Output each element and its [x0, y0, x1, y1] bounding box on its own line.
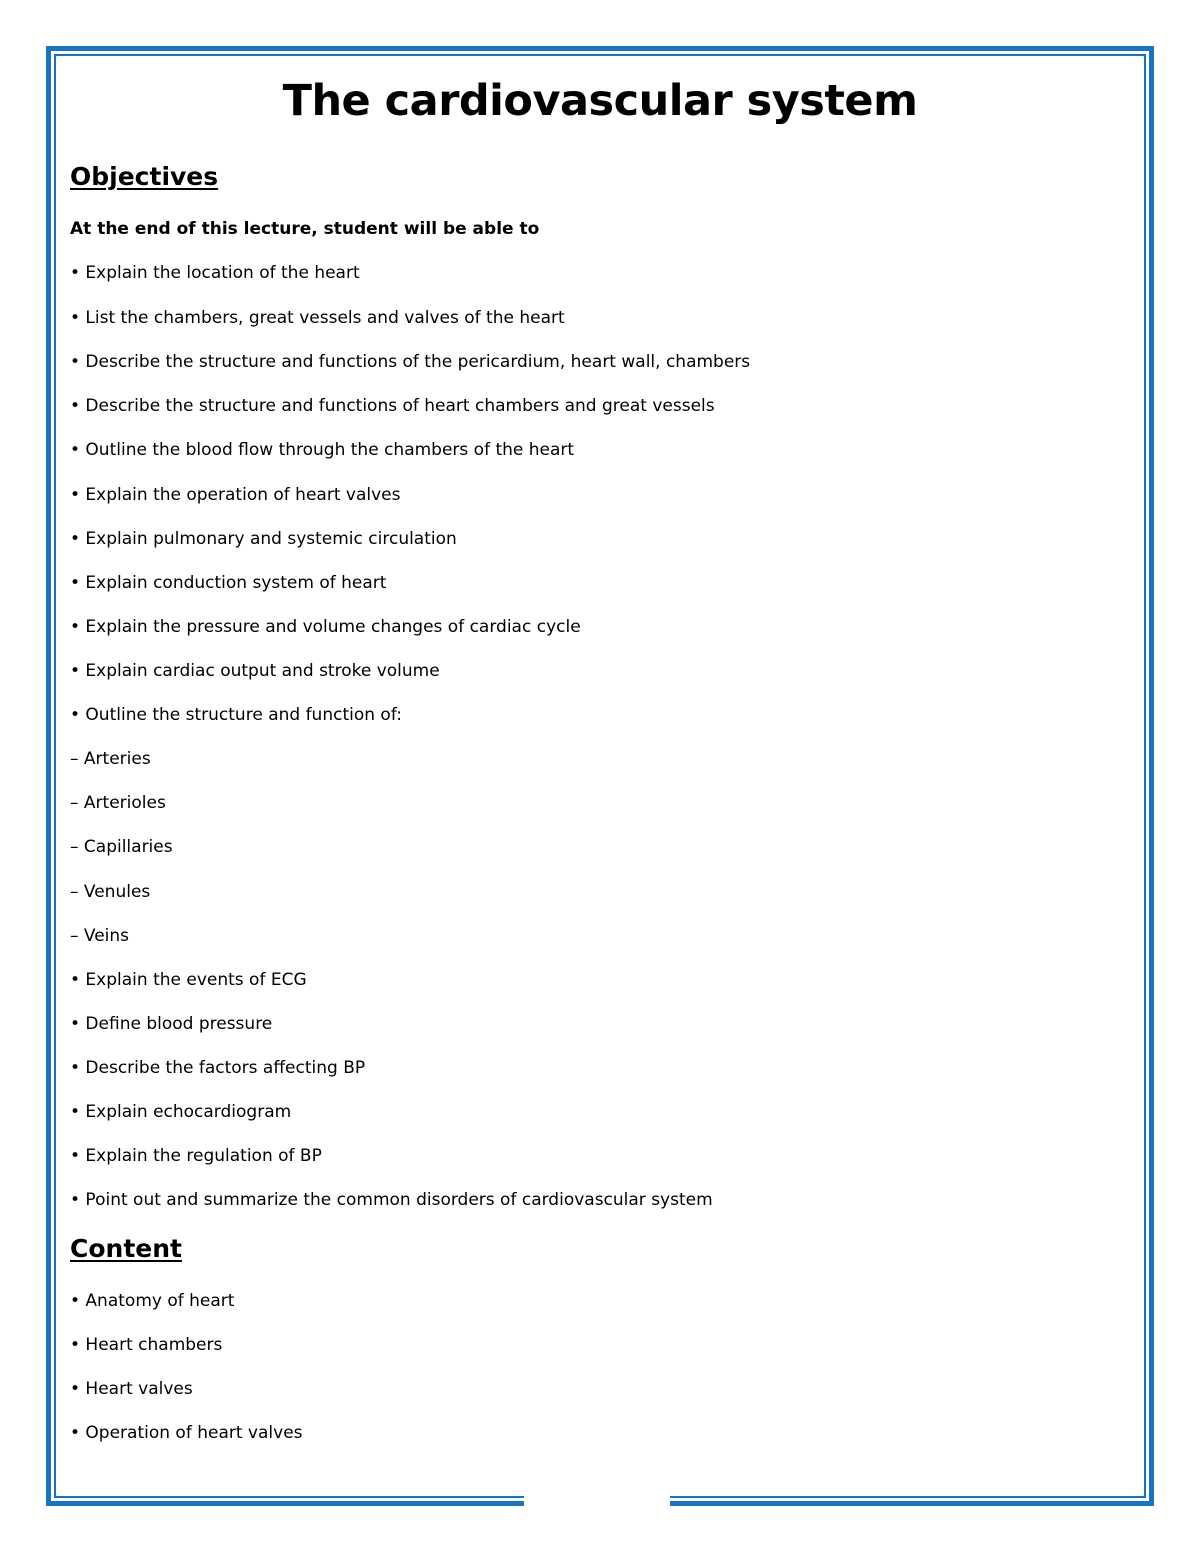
objective-item: • Explain cardiac output and stroke volume	[70, 661, 440, 681]
content-item: • Heart valves	[70, 1379, 193, 1399]
objectives-intro: At the end of this lecture, student will be able to	[70, 219, 540, 239]
objective-item: • Outline the blood flow through the chambers of the heart	[70, 440, 575, 460]
content-item: • Operation of heart valves	[70, 1423, 303, 1443]
objective-subitem: – Capillaries	[70, 837, 173, 857]
objective-item: • Describe the factors affecting BP	[70, 1058, 366, 1078]
objectives-heading: Objectives	[70, 162, 219, 191]
objective-item: • Describe the structure and functions of the pericardium, heart wall, chambers	[70, 352, 751, 372]
objective-item: • Explain the pressure and volume changes of cardiac cycle	[70, 617, 581, 637]
objective-subitem: – Arteries	[70, 749, 151, 769]
objective-subitem: – Arterioles	[70, 793, 166, 813]
objective-item: • Describe the structure and functions of heart chambers and great vessels	[70, 396, 715, 416]
page-border-gap	[524, 1490, 670, 1512]
objective-item: • Explain pulmonary and systemic circulation	[70, 529, 457, 549]
objective-item: • Define blood pressure	[70, 1014, 273, 1034]
objective-subitem: – Venules	[70, 882, 151, 902]
objective-item: • Explain conduction system of heart	[70, 573, 387, 593]
content-heading: Content	[70, 1234, 182, 1263]
objective-item: • Explain echocardiogram	[70, 1102, 292, 1122]
content-item: • Anatomy of heart	[70, 1291, 235, 1311]
objective-item: • Explain the operation of heart valves	[70, 485, 401, 505]
objective-item: • Explain the events of ECG	[70, 970, 307, 990]
objective-item: • Point out and summarize the common disorders of cardiovascular system	[70, 1190, 713, 1210]
content-item: • Heart chambers	[70, 1335, 223, 1355]
page-title: The cardiovascular system	[282, 76, 918, 126]
objective-subitem: – Veins	[70, 926, 130, 946]
objective-item: • Outline the structure and function of:	[70, 705, 402, 725]
objective-item: • Explain the location of the heart	[70, 263, 360, 283]
objective-item: • Explain the regulation of BP	[70, 1146, 322, 1166]
objective-item: • List the chambers, great vessels and valves of the heart	[70, 308, 565, 328]
